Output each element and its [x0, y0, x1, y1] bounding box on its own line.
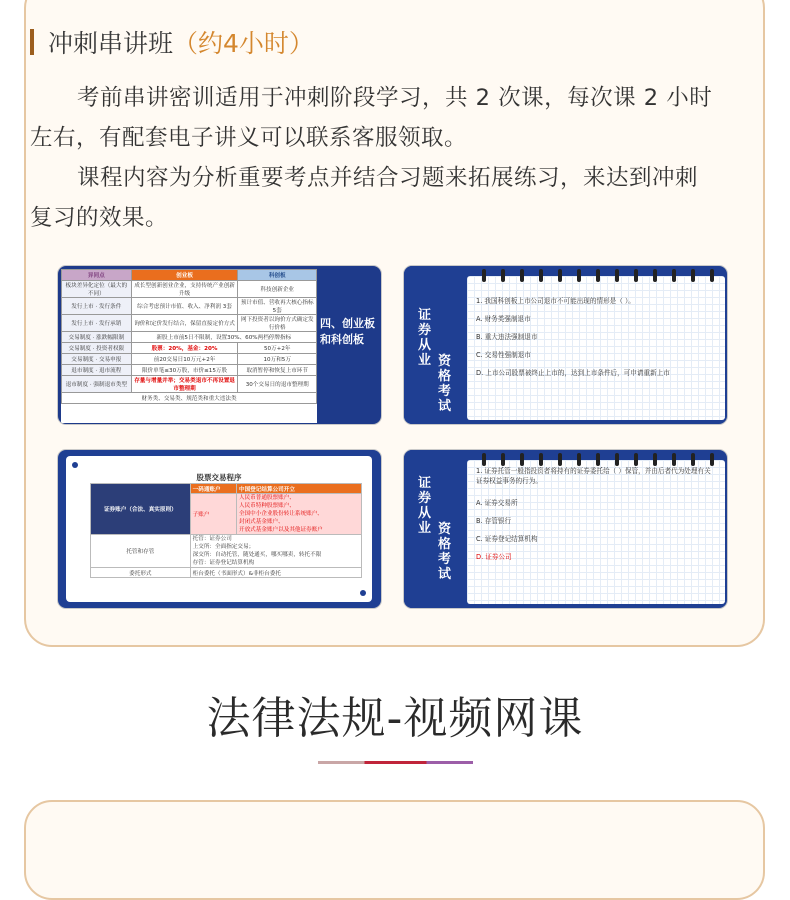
table-cell: 委托形式 — [91, 568, 191, 578]
corner-dot-icon — [360, 590, 366, 596]
side-vertical-text: 证券从业 — [417, 308, 431, 368]
ring-icon — [539, 269, 543, 282]
table-cell: 板块差异化定位（最大的不同） — [62, 281, 132, 298]
table-cell: 退市制度 · 退市流程 — [62, 365, 132, 376]
ring-icon — [653, 453, 657, 466]
sub-item: 开放式基金账户以及其他证券账户 — [238, 527, 323, 533]
table-cell: 交易制度 · 交易申报 — [62, 354, 132, 365]
table-cell — [190, 535, 361, 568]
table-cell: 发行上市 · 发行条件 — [62, 298, 132, 315]
quiz-question: 1. 证券托管一般指投资者将持有的证券委托给（ ）保管，并由后者代为处理有关证券权益事务的行为。 — [476, 467, 711, 485]
table-cell: 前20交易日10万元+2年 — [131, 354, 238, 365]
custody-item: 深交所：自动托管，随处通买，哪买哪卖，转托不限 — [192, 552, 322, 558]
section-heading-video-course: 法律法规-视频网课 — [206, 693, 584, 744]
table-cell: 托管和存管 — [91, 535, 191, 568]
ring-icon — [501, 269, 505, 282]
quiz-option: C. 证券登记结算机构 — [476, 535, 538, 543]
description-paragraph: 考前串讲密训适用于冲刺阶段学习，共 2 次课，每次课 2 小时左右，有配套电子讲义可以联系客服领取。 — [30, 85, 713, 151]
notebook-rings — [482, 453, 714, 466]
ring-icon — [691, 453, 695, 466]
table-cell: 退市制度 · 强制退市类型 — [62, 376, 132, 393]
notebook-paper — [467, 276, 725, 420]
table-cell: 中国登记结算公司开立 — [236, 484, 361, 494]
table-cell: 30个交易日的退市整理期 — [238, 376, 317, 393]
slide-panel — [66, 456, 372, 602]
side-vertical-text: 证券从业 — [417, 476, 431, 536]
table-cell: 交易制度 · 投资者权限 — [62, 343, 132, 354]
sub-item: 全国中小企业股份转让系统账户、 — [238, 511, 323, 517]
title-accent-bar — [30, 29, 34, 55]
slide-thumbnail-comparison-table[interactable] — [57, 265, 382, 425]
table-cell: 股票：20%，基金：20% — [131, 343, 238, 354]
notebook-rings — [482, 269, 714, 282]
table-cell: 财务类、交易类、规范类和重大违法类 — [62, 393, 317, 404]
ring-icon — [672, 453, 676, 466]
ring-icon — [634, 453, 638, 466]
table-cell: 交易制度 · 涨跌幅限制 — [62, 332, 132, 343]
ring-icon — [558, 453, 562, 466]
table-cell: 询价和定价发行结合，保留直接定价方式 — [131, 315, 238, 332]
table-cell: 综合考虑预计市值、收入、净利润 3套 — [131, 298, 238, 315]
slide-side-panel — [404, 266, 466, 424]
slide-thumbnail-quiz-1[interactable] — [403, 265, 728, 425]
custody-item: 上交所：全面指定交易； — [192, 544, 255, 550]
table-cell: 50万+2年 — [238, 343, 317, 354]
table-cell — [236, 494, 361, 535]
notebook-paper — [467, 460, 725, 604]
course-card-video — [24, 800, 765, 900]
ring-icon — [596, 269, 600, 282]
ring-icon — [482, 453, 486, 466]
table-cell: 发行上市 · 发行承销 — [62, 315, 132, 332]
ring-icon — [672, 269, 676, 282]
table-header: 科创板 — [238, 270, 317, 281]
table-header: 创业板 — [131, 270, 238, 281]
table-cell: 限价单笔≤30万股，市价≤15万股 — [131, 365, 238, 376]
section-title-main: 冲刺串讲班 — [48, 29, 174, 58]
ring-icon — [520, 453, 524, 466]
table-cell: 10万和5万 — [238, 354, 317, 365]
table-cell: 网下投资者以询价方式确定发行价格 — [238, 315, 317, 332]
ring-icon — [634, 269, 638, 282]
table-cell: 预计市值、营收再大核心指标 5套 — [238, 298, 317, 315]
section-title-duration: （约4小时） — [173, 29, 314, 58]
ring-icon — [558, 269, 562, 282]
ring-icon — [710, 453, 714, 466]
table-cell: 存量与增量并举；交易类退市不再设置退市整理期 — [131, 376, 238, 393]
ring-icon — [501, 453, 505, 466]
ring-icon — [539, 453, 543, 466]
table-cell: 证券账户（合法、真实原则） — [91, 484, 191, 535]
table-header: 异同点 — [62, 270, 132, 281]
table-cell: 子账户 — [190, 494, 236, 535]
table-cell: 成长型创新创业企业，支持传统产业创新升级 — [131, 281, 238, 298]
quiz-option: A. 证券交易所 — [476, 499, 518, 507]
quiz-option: B. 存管银行 — [476, 517, 512, 525]
procedure-table — [90, 483, 362, 578]
table-cell: 取消暂停和恢复上市环节 — [238, 365, 317, 376]
table-cell: 新股上市前5日不限制，设置30%、60%两档停牌指标 — [131, 332, 316, 343]
slide-thumbnail-quiz-2[interactable] — [403, 449, 728, 609]
quiz-option: C. 交易性强制退市 — [476, 351, 531, 359]
ring-icon — [577, 453, 581, 466]
side-vertical-text: 资格考试 — [437, 522, 451, 582]
quiz-answer-option: D. 证券公司 — [476, 553, 512, 561]
slide-title: 股票交易程序 — [196, 473, 242, 482]
table-cell: 科技创新企业 — [238, 281, 317, 298]
quiz-question: 1. 我国科创板上市公司退市不可能出现的情形是（ ）。 — [476, 297, 635, 305]
sub-item: 人民币特种股票账户、 — [238, 503, 295, 509]
ring-icon — [615, 453, 619, 466]
description-paragraph: 课程内容为分析重要考点并结合习题来拓展练习，来达到冲刺复习的效果。 — [30, 165, 699, 231]
ring-icon — [615, 269, 619, 282]
section-description — [30, 78, 720, 238]
ring-icon — [691, 269, 695, 282]
corner-dot-icon — [72, 462, 78, 468]
side-vertical-text: 资格考试 — [437, 354, 451, 414]
ring-icon — [482, 269, 486, 282]
ring-icon — [653, 269, 657, 282]
section-title — [30, 25, 314, 59]
ring-icon — [596, 453, 600, 466]
slide-thumbnail-trading-procedure[interactable] — [57, 449, 382, 609]
quiz-option: D. 上市公司股票被终止上市的，达到上市条件后，可申请重新上市 — [476, 369, 670, 377]
table-cell: 一码通账户 — [190, 484, 236, 494]
ring-icon — [577, 269, 581, 282]
comparison-table — [61, 269, 317, 423]
ring-icon — [520, 269, 524, 282]
custody-item: 存管：证券登记结算机构 — [192, 560, 255, 566]
sub-item: 封闭式基金账户、 — [238, 519, 284, 525]
heading-underline — [318, 761, 473, 764]
custody-item: 托管：证券公司 — [192, 536, 232, 542]
slide-side-label: 四、创业板和科创板 — [320, 317, 375, 346]
slide-side-panel — [404, 450, 466, 608]
quiz-option: A. 财务类强制退市 — [476, 315, 531, 323]
quiz-option: B. 重大违法强制退市 — [476, 333, 538, 341]
sub-item: 人民币普通股票账户、 — [238, 495, 295, 501]
ring-icon — [710, 269, 714, 282]
table-cell: 柜台委托（书面形式）&非柜台委托 — [190, 568, 361, 578]
